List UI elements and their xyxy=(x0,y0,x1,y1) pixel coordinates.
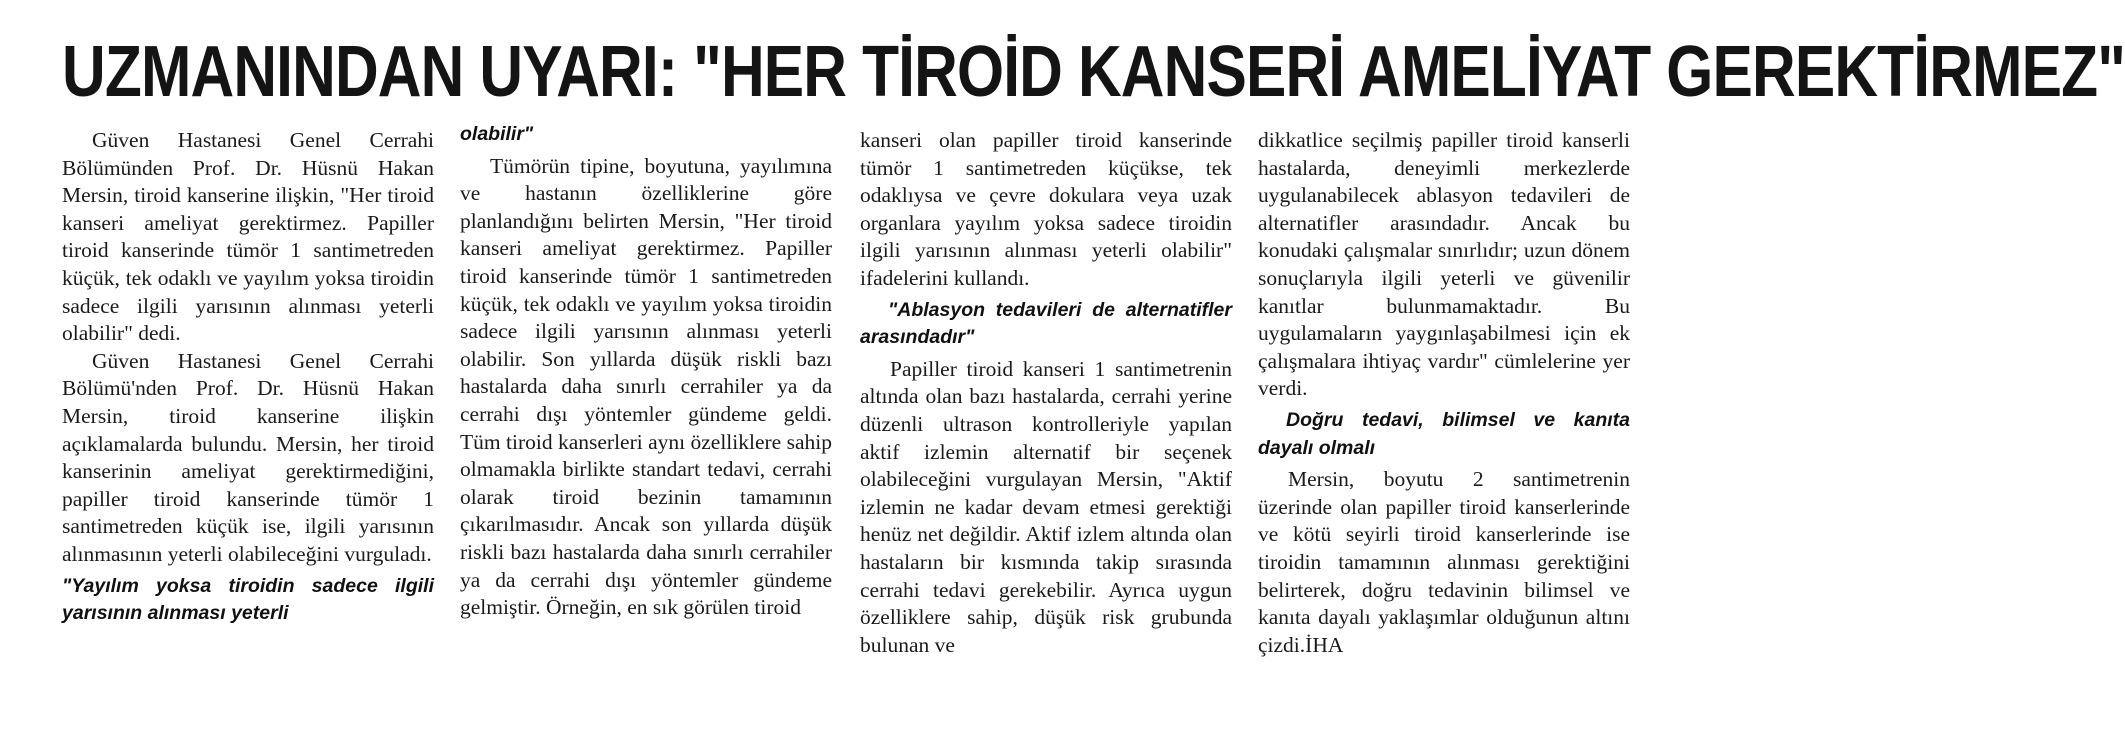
article-column-4 xyxy=(1258,127,1630,659)
paragraph: Güven Hastanesi Genel Cerrahi Bölümünden Prof. Dr. Hüsnü Hakan Mersin, tiroid kanserine ilişkin, "Her tiroid kanseri ameliyat gerektirmez. Papiller tiroid kanserinde tümör 1 santimetreden küçük, tek odaklı ve yayılım yoksa tiroidin sadece ilgili yarısının alınması yeterli olabilir" dedi. xyxy=(62,128,434,346)
paragraph: Tümörün tipine, boyutuna, yayılımına ve hastanın özelliklerine göre planlandığını belirten Mersin, "Her tiroid kanseri ameliyat gerektirmez. Papiller tiroid kanserinde tümör 1 santimetreden küçük, tek odaklı ve yayılım yoksa tiroidin sadece ilgili yarısının alınması yeterli olabilir. Son yıllarda düşük riskli bazı hastalarda daha sınırlı cerrahiler ya da cerrahi dışı yöntemler gündeme geldi. Tüm tiroid kanserleri aynı özelliklere sahip olmamakla birlikte standart tedavi, cerrahi olarak tiroid bezinin tamamının çıkarılmasıdır. Ancak son yıllarda düşük riskli bazı hastalarda daha sınırlı cerrahiler ya da cerrahi dışı yöntemler gündeme gelmiştir. Örneğin, en sık görülen tiroid xyxy=(460,153,832,620)
article-headline: UZMANINDAN UYARI: "HER TİROİD KANSERİ AMELİYAT GEREKTİRMEZ" xyxy=(62,32,2125,112)
article-column-3 xyxy=(860,127,1232,659)
paragraph: kanseri olan papiller tiroid kanserinde tümör 1 santimetreden küçükse, tek odaklıysa ve çevre dokulara veya uzak organlara yayılım yoksa sadece tiroidin ilgili yarısının alınması yeterli olabilir" ifadelerini kullandı. xyxy=(860,128,1232,290)
subheading: Doğru tedavi, bilimsel ve kanıta dayalı olmalı xyxy=(1258,408,1630,459)
subheading-continuation: olabilir" xyxy=(460,123,534,145)
article-column-2 xyxy=(460,123,832,622)
paragraph: Mersin, boyutu 2 santimetrenin üzerinde olan papiller tiroid kanserlerinde ve kötü seyirli tiroid kanserlerinde ise tiroidin tamamının alınması gerektiğini belirterek, doğru tedavinin bilimsel ve kanıta dayalı yaklaşımlar olduğunun altını çizdi.İHA xyxy=(1258,467,1630,657)
paragraph: dikkatlice seçilmiş papiller tiroid kanserli hastalarda, deneyimli merkezlerde uygulanabilecek ablasyon tedavileri de alternatifler arasındadır. Ancak bu konudaki çalışmalar sınırlıdır; uzun dönem sonuçlarıyla ilgili yeterli ve güvenilir kanıtlar bulunmamaktadır. Bu uygulamaların yaygınlaşabilmesi için ek çalışmalara ihtiyaç vardır" cümlelerine yer verdi. xyxy=(1258,128,1630,401)
paragraph: Papiller tiroid kanseri 1 santimetrenin altında olan bazı hastalarda, cerrahi yerine düzenli ultrason kontrolleriyle yapılan aktif izlemin alternatif bir seçenek olabileceğini vurgulayan Mersin, "Aktif izlemin ne kadar devam etmesi gerektiği henüz net değildir. Aktif izlem altında olan hastaların bir kısmında takip sırasında cerrahi tedavi gerekebilir. Ayrıca uygun özelliklere sahip, düşük risk grubunda bulunan ve xyxy=(860,356,1232,657)
subheading: "Yayılım yoksa tiroidin sadece ilgili yarısının alınması yeterli xyxy=(62,574,434,625)
paragraph: Güven Hastanesi Genel Cerrahi Bölümü'nden Prof. Dr. Hüsnü Hakan Mersin, tiroid kanserine ilişkin açıklamalarda bulundu. Mersin, her tiroid kanserinin ameliyat gerektirmediğini, papiller tiroid kanserinde tümör 1 santimetreden küçük ise, ilgili yarısının alınmasının yeterli olabileceğini vurguladı. xyxy=(62,348,434,566)
subheading: "Ablasyon tedavileri de alternatifler arasındadır" xyxy=(860,298,1232,349)
article-column-1 xyxy=(62,127,434,632)
